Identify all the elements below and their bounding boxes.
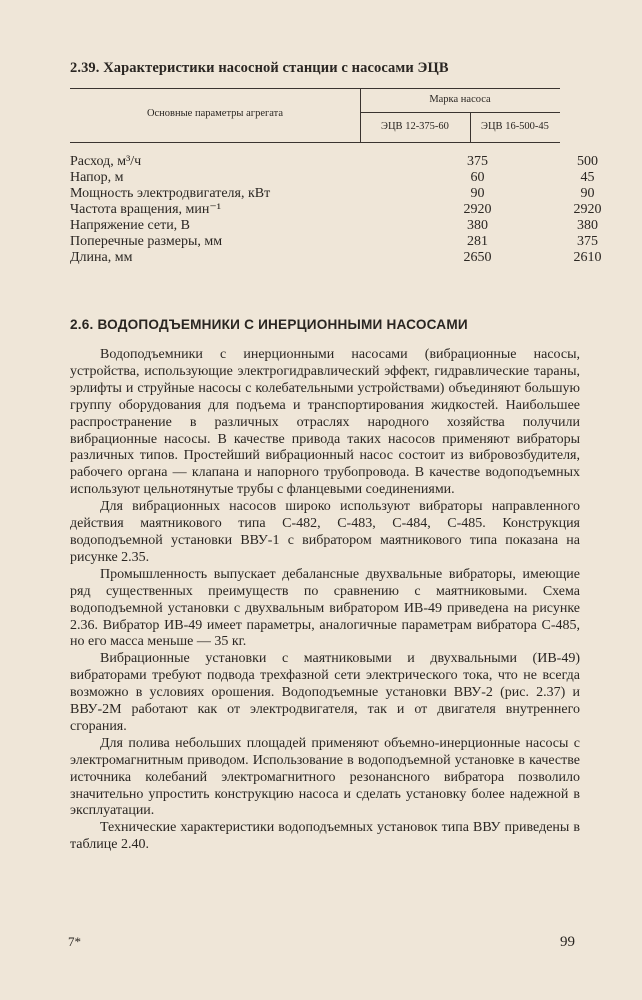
header-param: Основные параметры агрегата [146, 108, 284, 119]
value-col1: 2920 [463, 202, 492, 217]
value-col1: 380 [467, 218, 488, 233]
page-number: 99 [560, 934, 575, 950]
param-name: Мощность электродвигателя, кВт [70, 186, 271, 201]
param-name: Напор, м [70, 170, 124, 185]
table-row [70, 250, 602, 266]
value-col2: 45 [580, 170, 595, 185]
paragraph: Вибрационные установки с маятниковыми и двухвальными (ИВ-49) вибраторами требуют подвода трехфазной сети электрического тока, что не всегда возможно в условиях орошения. Водоподъемные установки ВВУ-2 (рис. 2.37) и ВВУ-2М работают как от электродвигателя, так и от двигателя внутреннего сгорания. [70, 651, 580, 734]
paragraph: Для полива небольших площадей применяют объемно-инерционные насосы с электромагнитным приводом. Использование в водоподъемной установке в качестве источника колебаний электромагнитного резонансного вибратора позволило значительно упростить конструкцию насоса и сделать установку более надежной в эксплуатации. [70, 735, 580, 819]
param-name: Частота вращения, мин⁻¹ [70, 202, 221, 217]
paragraph: Промышленность выпускает дебалансные двухвальные вибраторы, имеющие ряд существенных преимуществ по сравнению с маятниковыми. Схема водоподъемной установки с двухвальным вибратором ИВ-49 приведена на рисунке 2.36. Вибратор ИВ-49 имеет параметры, аналогичные параметрам вибратора С-485, но его масса меньше — 35 кг. [70, 566, 580, 650]
param-name: Поперечные размеры, мм [70, 234, 223, 249]
table-row [70, 202, 602, 218]
table-row [70, 170, 595, 186]
header-col1: ЭЦВ 12-375-60 [381, 121, 449, 132]
section-heading: 2.6. ВОДОПОДЪЕМНИКИ С ИНЕРЦИОННЫМИ НАСОСАМИ [70, 317, 468, 332]
value-col1: 90 [470, 186, 485, 201]
param-name: Напряжение сети, В [70, 218, 191, 233]
header-group: Марка насоса [429, 94, 491, 105]
table-row [70, 154, 598, 170]
table-row [70, 234, 598, 250]
table-header-bottom-rule [70, 142, 560, 143]
value-col2: 375 [577, 234, 598, 249]
group-header-rule [360, 112, 560, 113]
signature-mark: 7* [68, 934, 81, 949]
param-name: Длина, мм [70, 250, 133, 265]
paragraph: Водоподъемники с инерционными насосами (вибрационные насосы, устройства, использующие электрогидравлический эффект, гидравлические тараны, эрлифты и струйные насосы с колебательными устройствами) объединяют большую группу оборудования для подъема и транспортирования жидкостей. Наибольшее распространение в различных отраслях народного хозяйства получили вибрационные насосы. В качестве привода таких насосов применяют вибраторы различных типов. Простейший вибрационный насос состоит из вибровозбудителя, рабочего органа — клапана и напорного трубопровода. В качестве водоподъемных используют цельнотянутые трубы с фланцевыми соединениями. [70, 347, 580, 498]
value-col1: 281 [467, 234, 488, 249]
table-top-rule [70, 88, 560, 89]
header-col2: ЭЦВ 16-500-45 [481, 121, 549, 132]
table-row [70, 186, 595, 202]
value-col1: 2650 [463, 250, 492, 265]
table-title: 2.39. Характеристики насосной станции с насосами ЭЦВ [70, 60, 449, 76]
value-col1: 60 [470, 170, 485, 185]
paragraph: Для вибрационных насосов широко используют вибраторы направленного действия маятникового типа С-482, С-483, С-484, С-485. Конструкция водоподъемной установки ВВУ-1 с вибратором маятникового типа показана на рисунке 2.35. [70, 499, 580, 565]
param-name: Расход, м³/ч [70, 154, 142, 169]
value-col2: 500 [577, 154, 598, 169]
section-body [70, 347, 580, 854]
paragraph: Технические характеристики водоподъемных установок типа ВВУ приведены в таблице 2.40. [70, 820, 580, 853]
value-col2: 2610 [573, 250, 602, 265]
value-col1: 375 [467, 154, 488, 169]
value-col2: 380 [577, 218, 598, 233]
value-col2: 2920 [573, 202, 602, 217]
value-col2: 90 [580, 186, 595, 201]
table-row [70, 218, 598, 234]
